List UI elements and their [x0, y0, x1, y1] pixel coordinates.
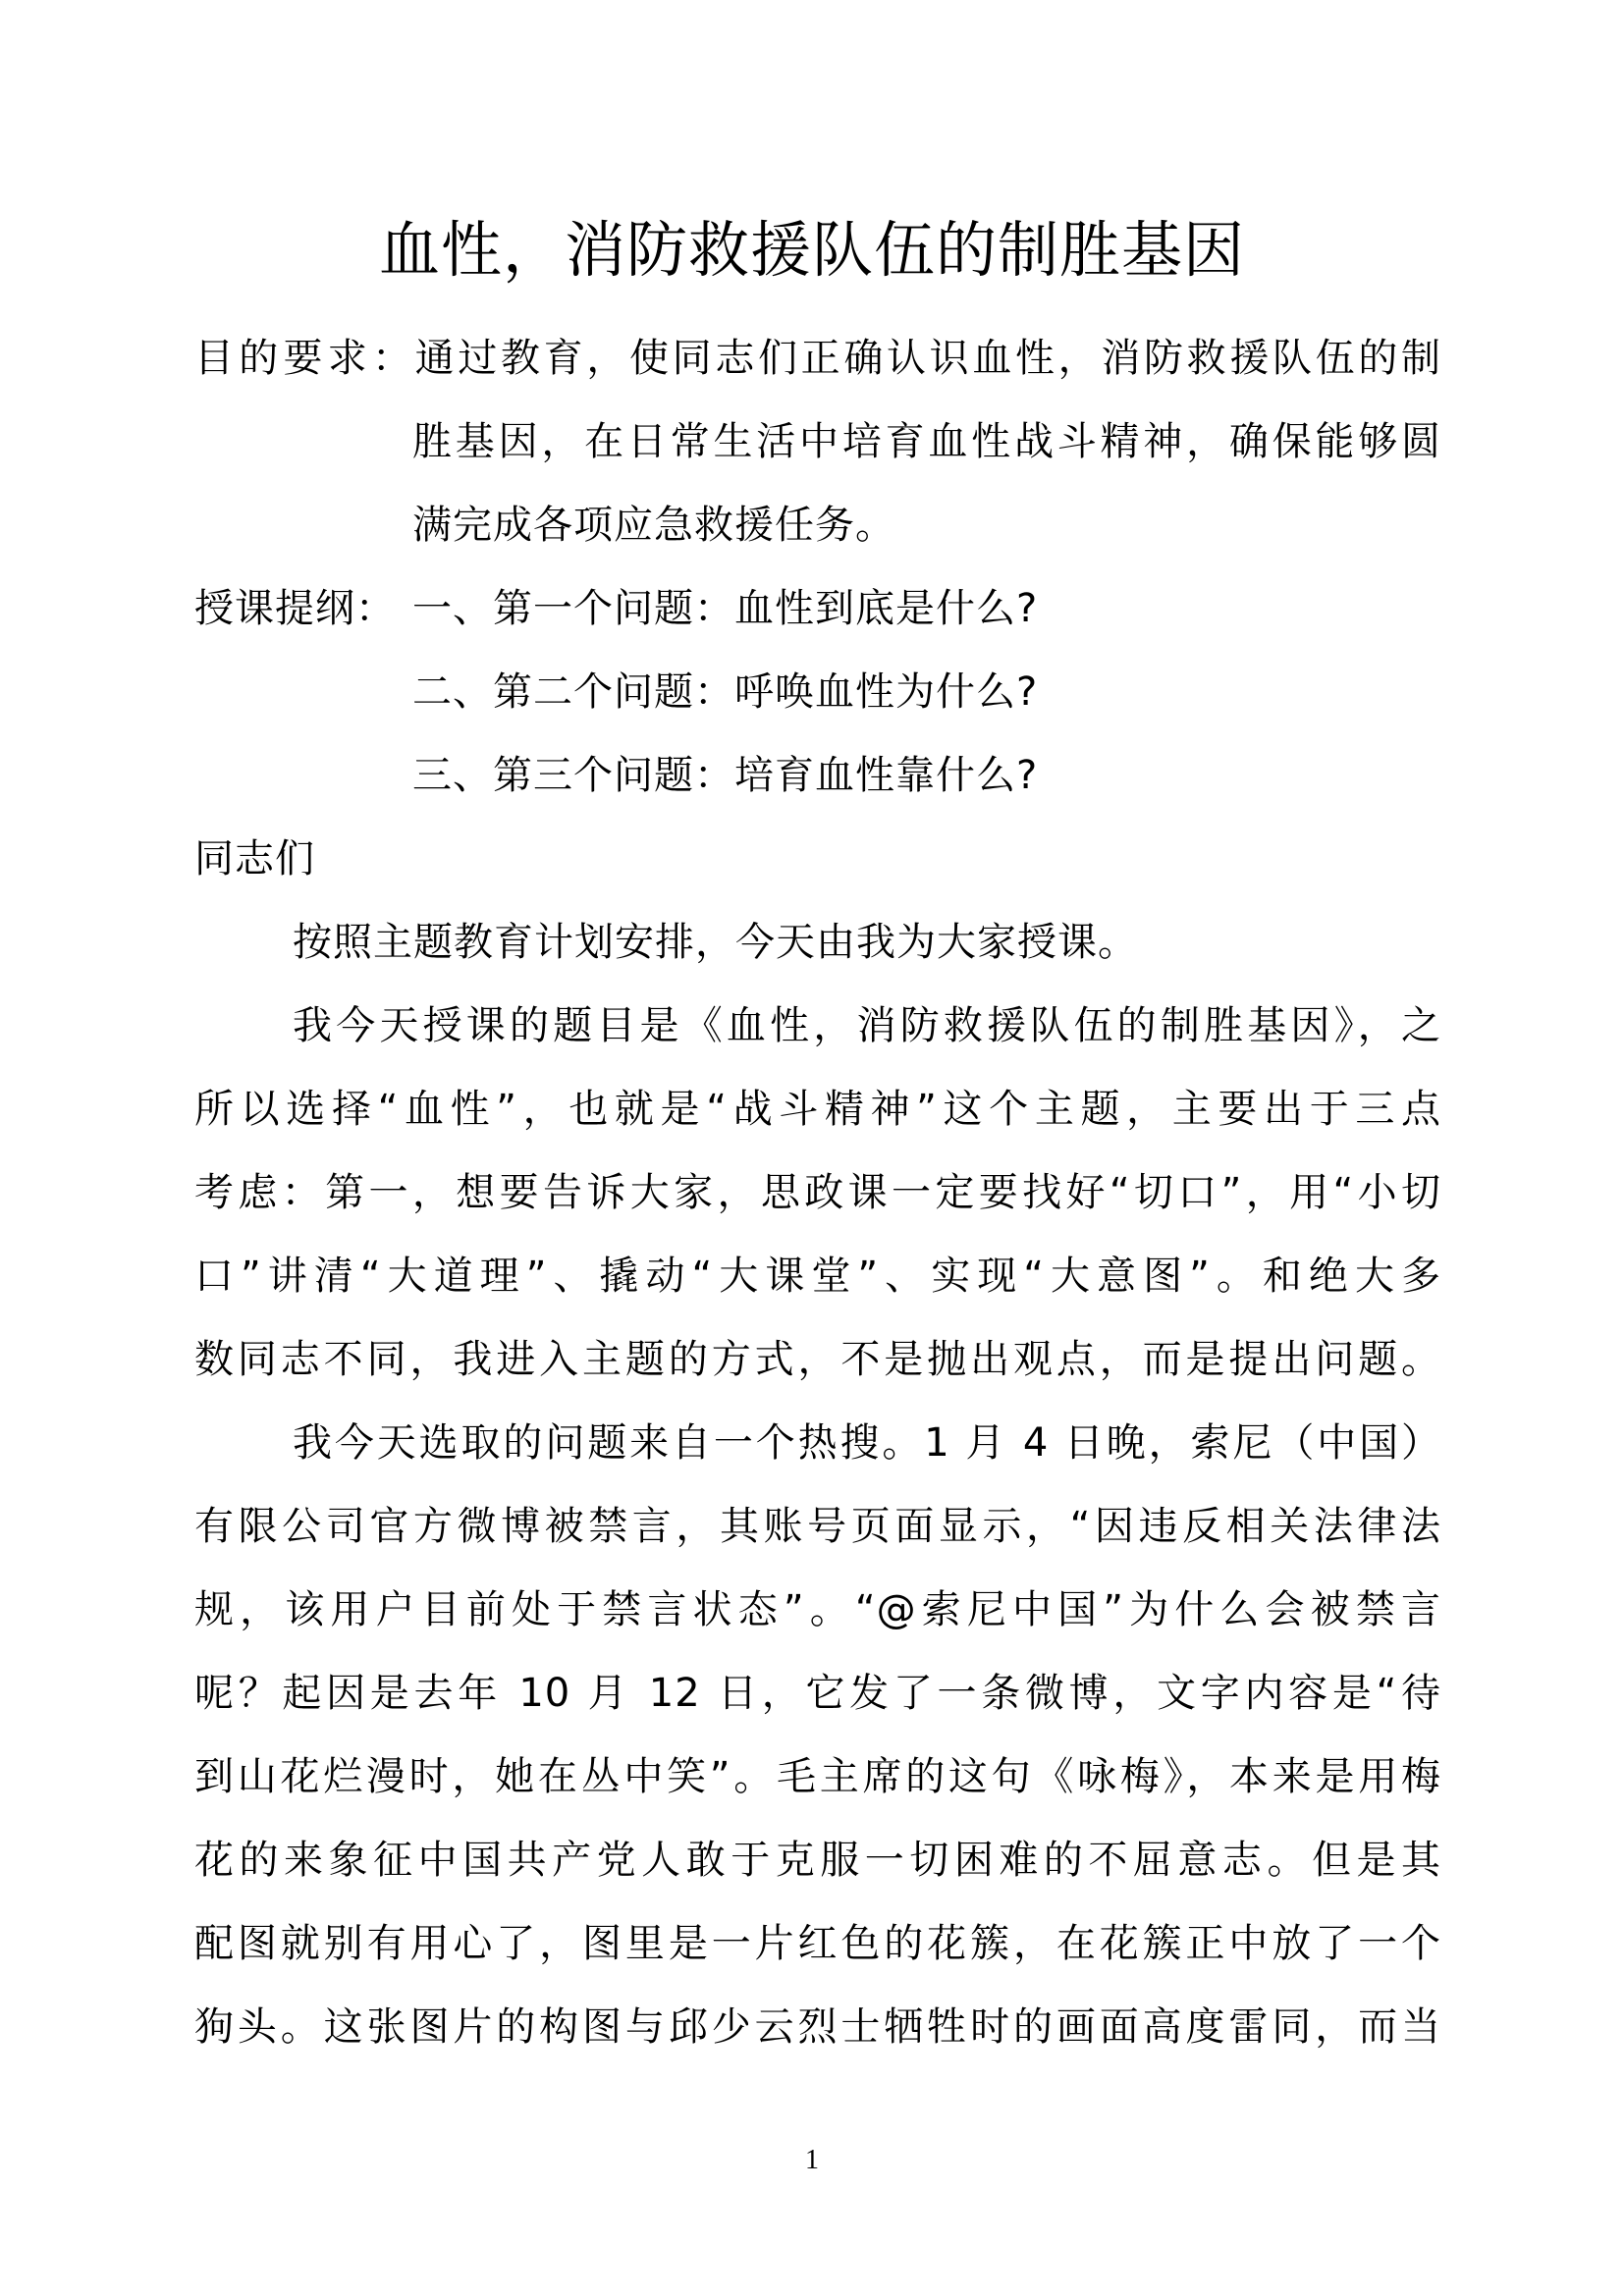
- salutation: 同志们: [194, 836, 315, 881]
- outline-line-1: [194, 579, 1441, 638]
- paragraph-line: 配图就别有用心了，图里是一片红色的花簇，在花簇正中放了一个: [194, 1921, 1441, 1966]
- page-number: 1: [805, 2145, 819, 2175]
- objective-label: 目的要求：: [194, 336, 412, 381]
- paragraph-line: 数同志不同，我进入主题的方式，不是抛出观点，而是提出问题。: [194, 1337, 1441, 1382]
- paragraph-line: 到山花烂漫时，她在丛中笑”。毛主席的这句《咏梅》，本来是用梅: [194, 1754, 1441, 1799]
- objective-line-3: 满完成各项应急救援任务。: [412, 503, 895, 548]
- paragraph-line: 考虑：第一，想要告诉大家，思政课一定要找好“切口”，用“小切: [194, 1170, 1441, 1215]
- paragraph-line: 狗头。这张图片的构图与邱少云烈士牺牲时的画面高度雷同，而当: [194, 2004, 1441, 2050]
- paragraph-line: 花的来象征中国共产党人敢于克服一切困难的不屈意志。但是其: [194, 1838, 1441, 1883]
- outline-item: 二、第二个问题：呼唤血性为什么?: [412, 669, 1039, 715]
- paragraph-line: 我今天选取的问题来自一个热搜。1 月 4 日晚，索尼（中国）: [293, 1420, 1441, 1466]
- outline-label: 授课提纲：: [194, 586, 396, 631]
- paragraph-line: 规，该用户目前处于禁言状态”。“@索尼中国”为什么会被禁言: [194, 1587, 1441, 1632]
- outline-item: 三、第三个问题：培育血性靠什么?: [412, 753, 1039, 798]
- outline-item: 一、第一个问题：血性到底是什么?: [412, 586, 1039, 631]
- paragraph-line: 所以选择“血性”，也就是“战斗精神”这个主题，主要出于三点: [194, 1087, 1441, 1132]
- paragraph-line: 有限公司官方微博被禁言，其账号页面显示，“因违反相关法律法: [194, 1504, 1441, 1549]
- paragraph-line: 按照主题教育计划安排，今天由我为大家授课。: [293, 920, 1138, 965]
- paragraph-line: 我今天授课的题目是《血性，消防救援队伍的制胜基因》，之: [293, 1003, 1441, 1048]
- paragraph-line: 口”讲清“大道理”、撬动“大课堂”、实现“大意图”。和绝大多: [194, 1254, 1441, 1299]
- objective-line-1: [194, 329, 1441, 388]
- objective-line-2: 胜基因，在日常生活中培育血性战斗精神，确保能够圆: [412, 419, 1441, 464]
- objective-text: 通过教育，使同志们正确认识血性，消防救援队伍的制: [412, 336, 1441, 381]
- document-title: 血性，消防救援队伍的制胜基因: [378, 214, 1245, 286]
- paragraph-line: 呢？起因是去年 10 月 12 日，它发了一条微博，文字内容是“待: [194, 1671, 1441, 1716]
